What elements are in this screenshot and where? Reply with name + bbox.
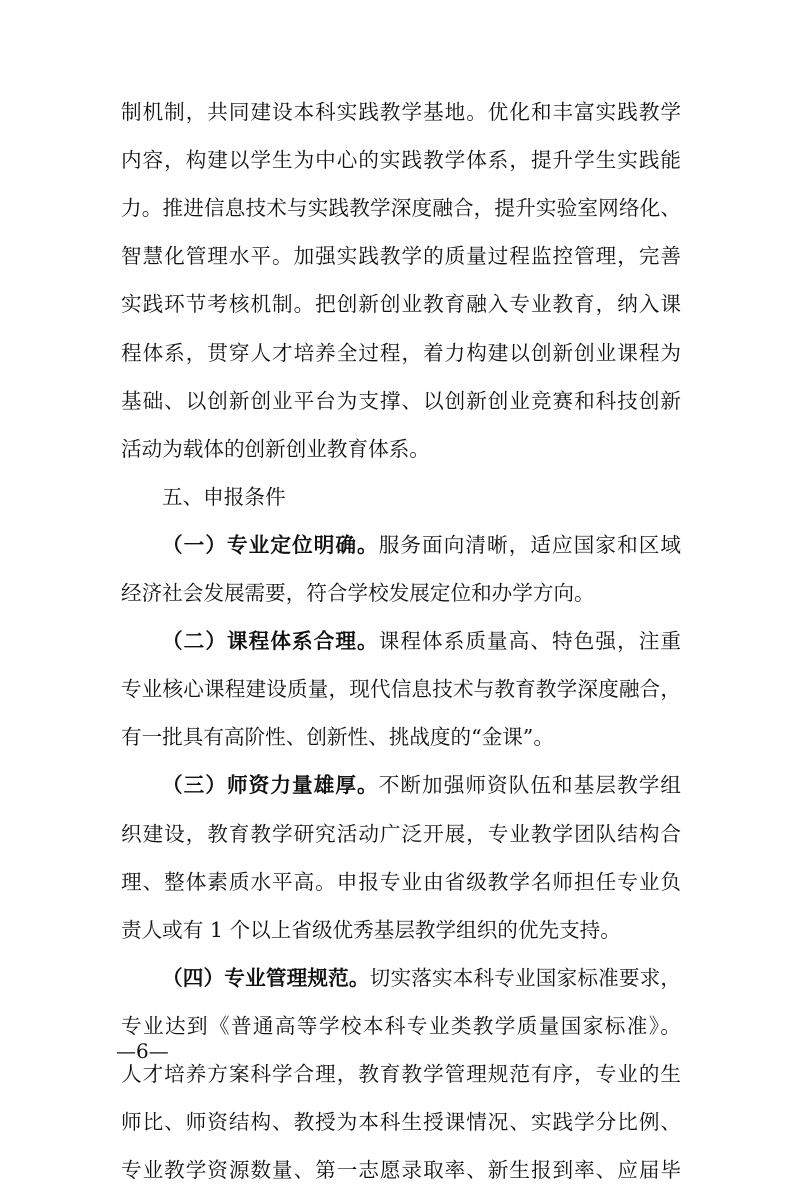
body-line: 制机制，共同建设本科实践教学基地。优化和丰富实践教学	[121, 100, 681, 124]
body-line: 基础、以创新创业平台为支撑、以创新创业竞赛和科技创新	[121, 388, 681, 413]
body-line: 有一批具有高阶性、创新性、挑战度的“金课”。	[121, 725, 554, 750]
body-line: 内容，构建以学生为中心的实践教学体系，提升学生实践能	[121, 148, 681, 173]
body-line: 人才培养方案科学合理，教育教学管理规范有序，专业的生	[121, 1062, 681, 1086]
body-line: 专业达到《普通高等学校本科专业类教学质量国家标准》。	[121, 1013, 681, 1038]
item-2-first-line	[162, 621, 681, 661]
body-line: 力。推进信息技术与实践教学深度融合，提升实验室网络化、	[121, 196, 681, 221]
body-line: 智慧化管理水平。加强实践教学的质量过程监控管理，完善	[121, 244, 681, 269]
body-line: 程体系，贯穿人才培养全过程，着力构建以创新创业课程为	[121, 340, 681, 365]
item-2-text: 课程体系质量高、特色强，注重	[378, 629, 682, 654]
item-3-title: （三）师资力量雄厚。	[162, 773, 379, 798]
body-line: 责人或有 1 个以上省级优秀基层教学组织的优先支持。	[121, 917, 621, 942]
body-line: 活动为载体的创新创业教育体系。	[121, 436, 430, 461]
body-line: 理、整体素质水平高。申报专业由省级教学名师担任专业负	[121, 869, 681, 894]
item-1-first-line	[162, 525, 681, 565]
body-line: 专业教学资源数量、第一志愿录取率、新生报到率、应届毕	[121, 1158, 681, 1183]
item-1-title: （一）专业定位明确。	[162, 532, 379, 557]
item-1-text: 服务面向清晰，适应国家和区域	[378, 532, 682, 557]
body-line: 专业核心课程建设质量，现代信息技术与教育教学深度融合，	[121, 677, 681, 702]
item-3-first-line	[162, 765, 681, 805]
page-number: —6—	[116, 1039, 169, 1063]
item-3-text: 不断加强师资队伍和基层教学组	[378, 773, 682, 798]
body-line: 实践环节考核机制。把创新创业教育融入专业教育，纳入课	[121, 292, 681, 317]
body-line: 师比、师资结构、教授为本科生授课情况、实践学分比例、	[121, 1110, 681, 1135]
body-line: 经济社会发展需要，符合学校发展定位和办学方向。	[121, 581, 595, 605]
item-2-title: （二）课程体系合理。	[162, 629, 379, 654]
item-4-first-line	[162, 958, 681, 998]
item-4-text: 切实落实本科专业国家标准要求，	[369, 965, 682, 990]
body-line: 织建设，教育教学研究活动广泛开展，专业教学团队结构合	[121, 821, 681, 846]
item-4-title: （四）专业管理规范。	[162, 965, 370, 990]
section-heading: 五、申报条件	[162, 484, 286, 509]
